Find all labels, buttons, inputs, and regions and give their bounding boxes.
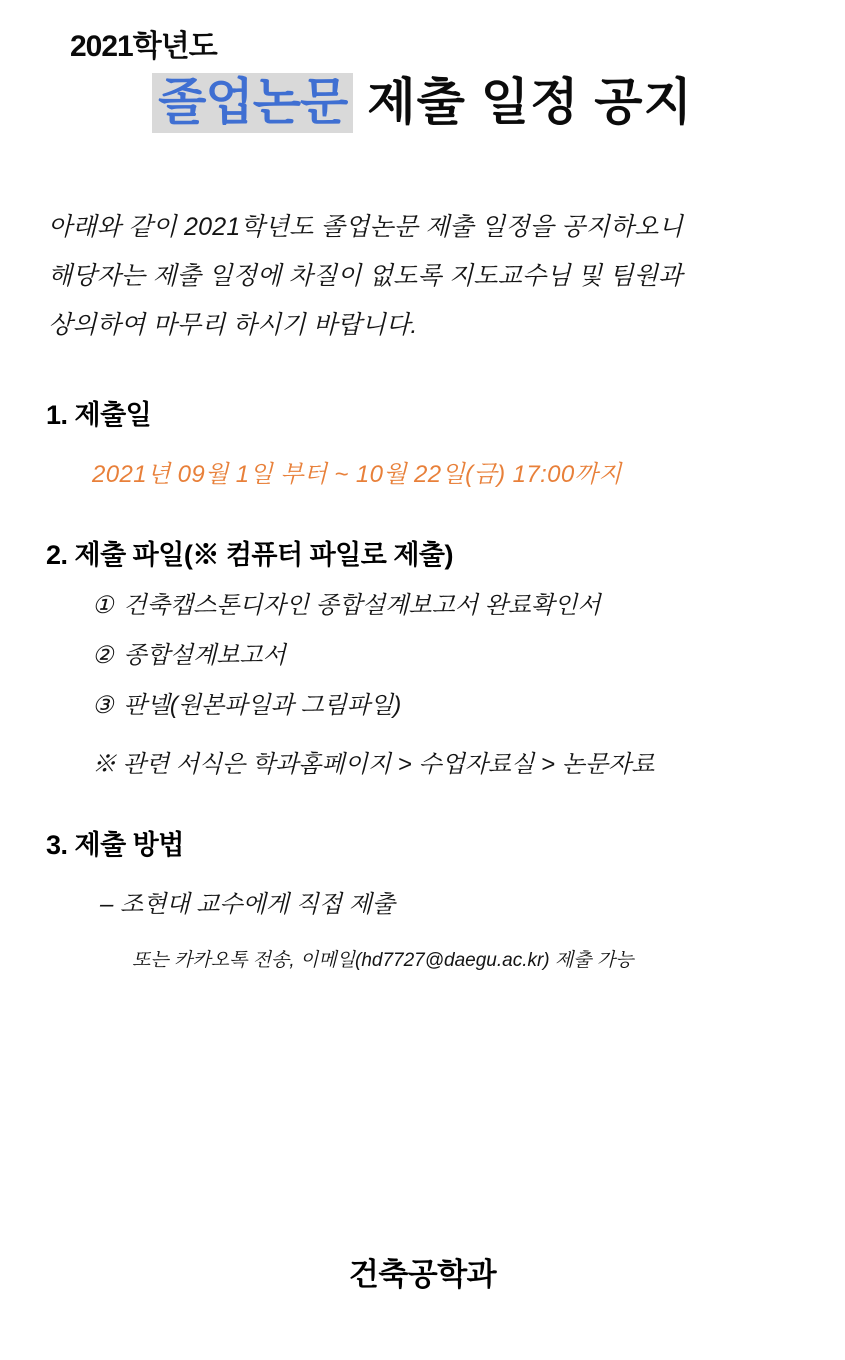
section-submission-method (44, 823, 801, 972)
page-title (44, 73, 801, 133)
list-item-number: ② (92, 642, 114, 670)
section-heading-submission-date: 1. 제출일 (46, 400, 152, 431)
intro-line-1: 아래와 같이 2021학년도 졸업논문 제출 일정을 공지하오니 (48, 213, 683, 241)
department-name: 건축공학과 (348, 1257, 497, 1292)
list-item-number: ① (92, 592, 114, 620)
list-item-label: 판넬(원본파일과 그림파일) (123, 692, 402, 720)
list-item (92, 594, 801, 618)
list-item (92, 694, 801, 718)
submission-method-primary: – 조현대 교수에게 직접 제출 (100, 891, 396, 919)
section-submission-date (44, 393, 801, 489)
list-item-number: ③ (92, 692, 114, 720)
intro-line-2: 해당자는 제출 일정에 차질이 없도록 지도교수님 및 팀원과 (48, 261, 683, 290)
section-body-submission-files (92, 594, 801, 779)
title-highlight: 졸업논문 (152, 73, 353, 133)
academic-year: 2021학년도 (70, 30, 217, 63)
list-item (92, 644, 801, 668)
intro-line-3: 상의하여 마무리 하시기 바랍니다. (48, 310, 418, 339)
section-body-submission-method (92, 884, 801, 972)
section-body-submission-date (92, 454, 801, 489)
title-rest: 제출 일정 공지 (367, 74, 693, 130)
submission-method-alternate: 또는 카카오톡 전송, 이메일(hd7727@daegu.ac.kr) 제출 가능 (132, 950, 634, 972)
list-item-label: 종합설계보고서 (123, 642, 286, 670)
list-item-label: 건축캡스톤디자인 종합설계보고서 완료확인서 (123, 592, 601, 620)
intro-paragraph (48, 203, 801, 349)
section-submission-files (44, 533, 801, 779)
forms-location-note: ※ 관련 서식은 학과홈페이지 > 수업자료실 > 논문자료 (92, 751, 655, 779)
section-heading-submission-files: 2. 제출 파일(※ 컴퓨터 파일로 제출) (46, 540, 453, 571)
section-heading-submission-method: 3. 제출 방법 (46, 830, 184, 861)
submission-date-range: 2021년 09월 1일 부터 ~ 10월 22일(금) 17:00까지 (92, 461, 622, 489)
